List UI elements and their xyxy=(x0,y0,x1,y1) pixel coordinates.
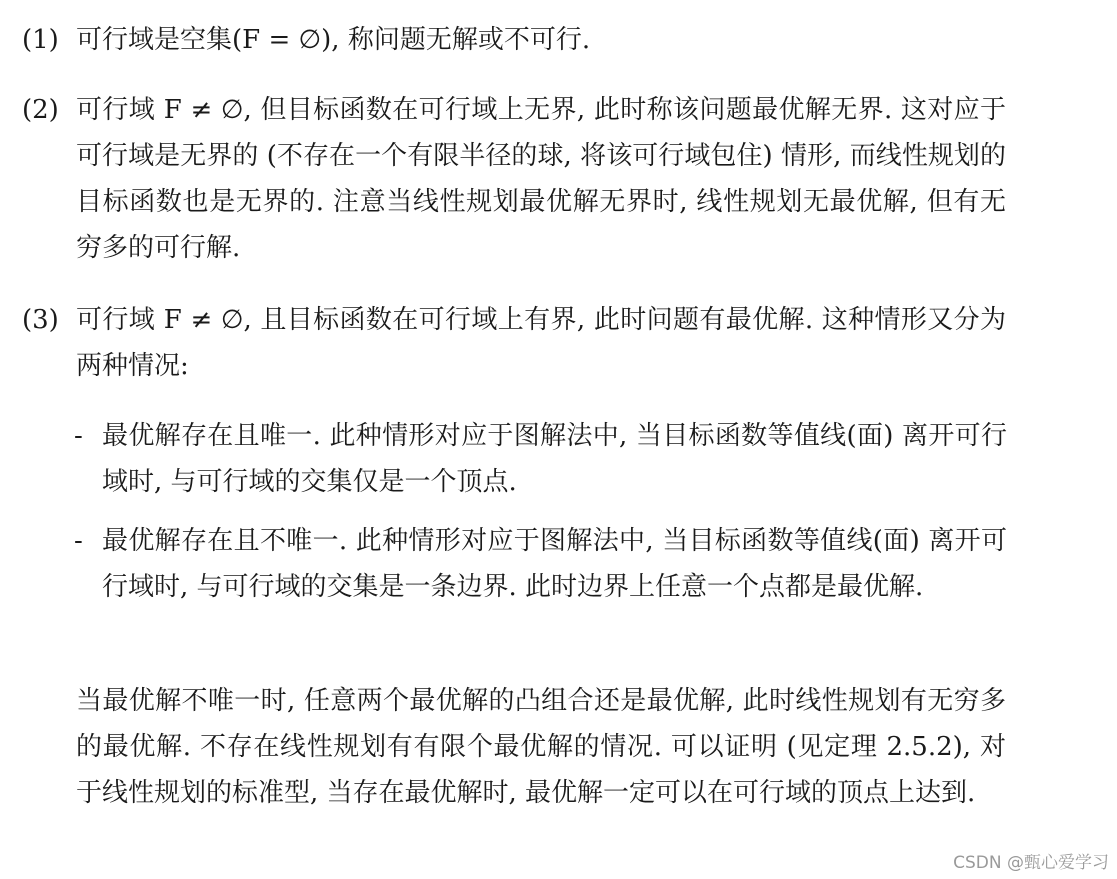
sub-list-item-1 xyxy=(74,413,1014,505)
bullet-marker: - xyxy=(74,421,83,451)
item-number: (2) xyxy=(22,95,59,125)
sub-item-text: 最优解存在且不唯一. 此种情形对应于图解法中, 当目标函数等值线(面) 离开可行域时, 与可行域的交集是一条边界. 此时边界上任意一个点都是最优解. xyxy=(102,526,1007,602)
list-item-2 xyxy=(22,87,1022,271)
csdn-watermark: CSDN @甄心爱学习 xyxy=(953,853,1109,873)
item-text: 可行域是空集(F = ∅), 称问题无解或不可行. xyxy=(76,25,591,55)
list-item-1 xyxy=(22,17,1022,63)
list-item-3 xyxy=(22,297,1022,389)
item-text: 可行域 F ≠ ∅, 但目标函数在可行域上无界, 此时称该问题最优解无界. 这对应于可行域是无界的 (不存在一个有限半径的球, 将该可行域包住) 情形, 而线性规划的目标函数也是无界的. 注意当线性规划最优解无界时, 线性规划无最优解, 但有无穷多的可行解. xyxy=(76,95,1006,263)
closing-paragraph: 当最优解不唯一时, 任意两个最优解的凸组合还是最优解, 此时线性规划有无穷多的最优解. 不存在线性规划有有限个最优解的情况. 可以证明 (见定理 2.5.2), 对于线性规划的标准型, 当存在最优解时, 最优解一定可以在可行域的顶点上达到. xyxy=(76,686,1006,808)
bullet-marker: - xyxy=(74,526,83,556)
item-text: 可行域 F ≠ ∅, 且目标函数在可行域上有界, 此时问题有最优解. 这种情形又分为两种情况: xyxy=(76,305,1006,381)
sub-list-item-2 xyxy=(74,518,1014,656)
item-number: (3) xyxy=(22,305,59,335)
sub-item-text: 最优解存在且唯一. 此种情形对应于图解法中, 当目标函数等值线(面) 离开可行域时, 与可行域的交集仅是一个顶点. xyxy=(102,421,1007,497)
item-number: (1) xyxy=(22,25,59,55)
